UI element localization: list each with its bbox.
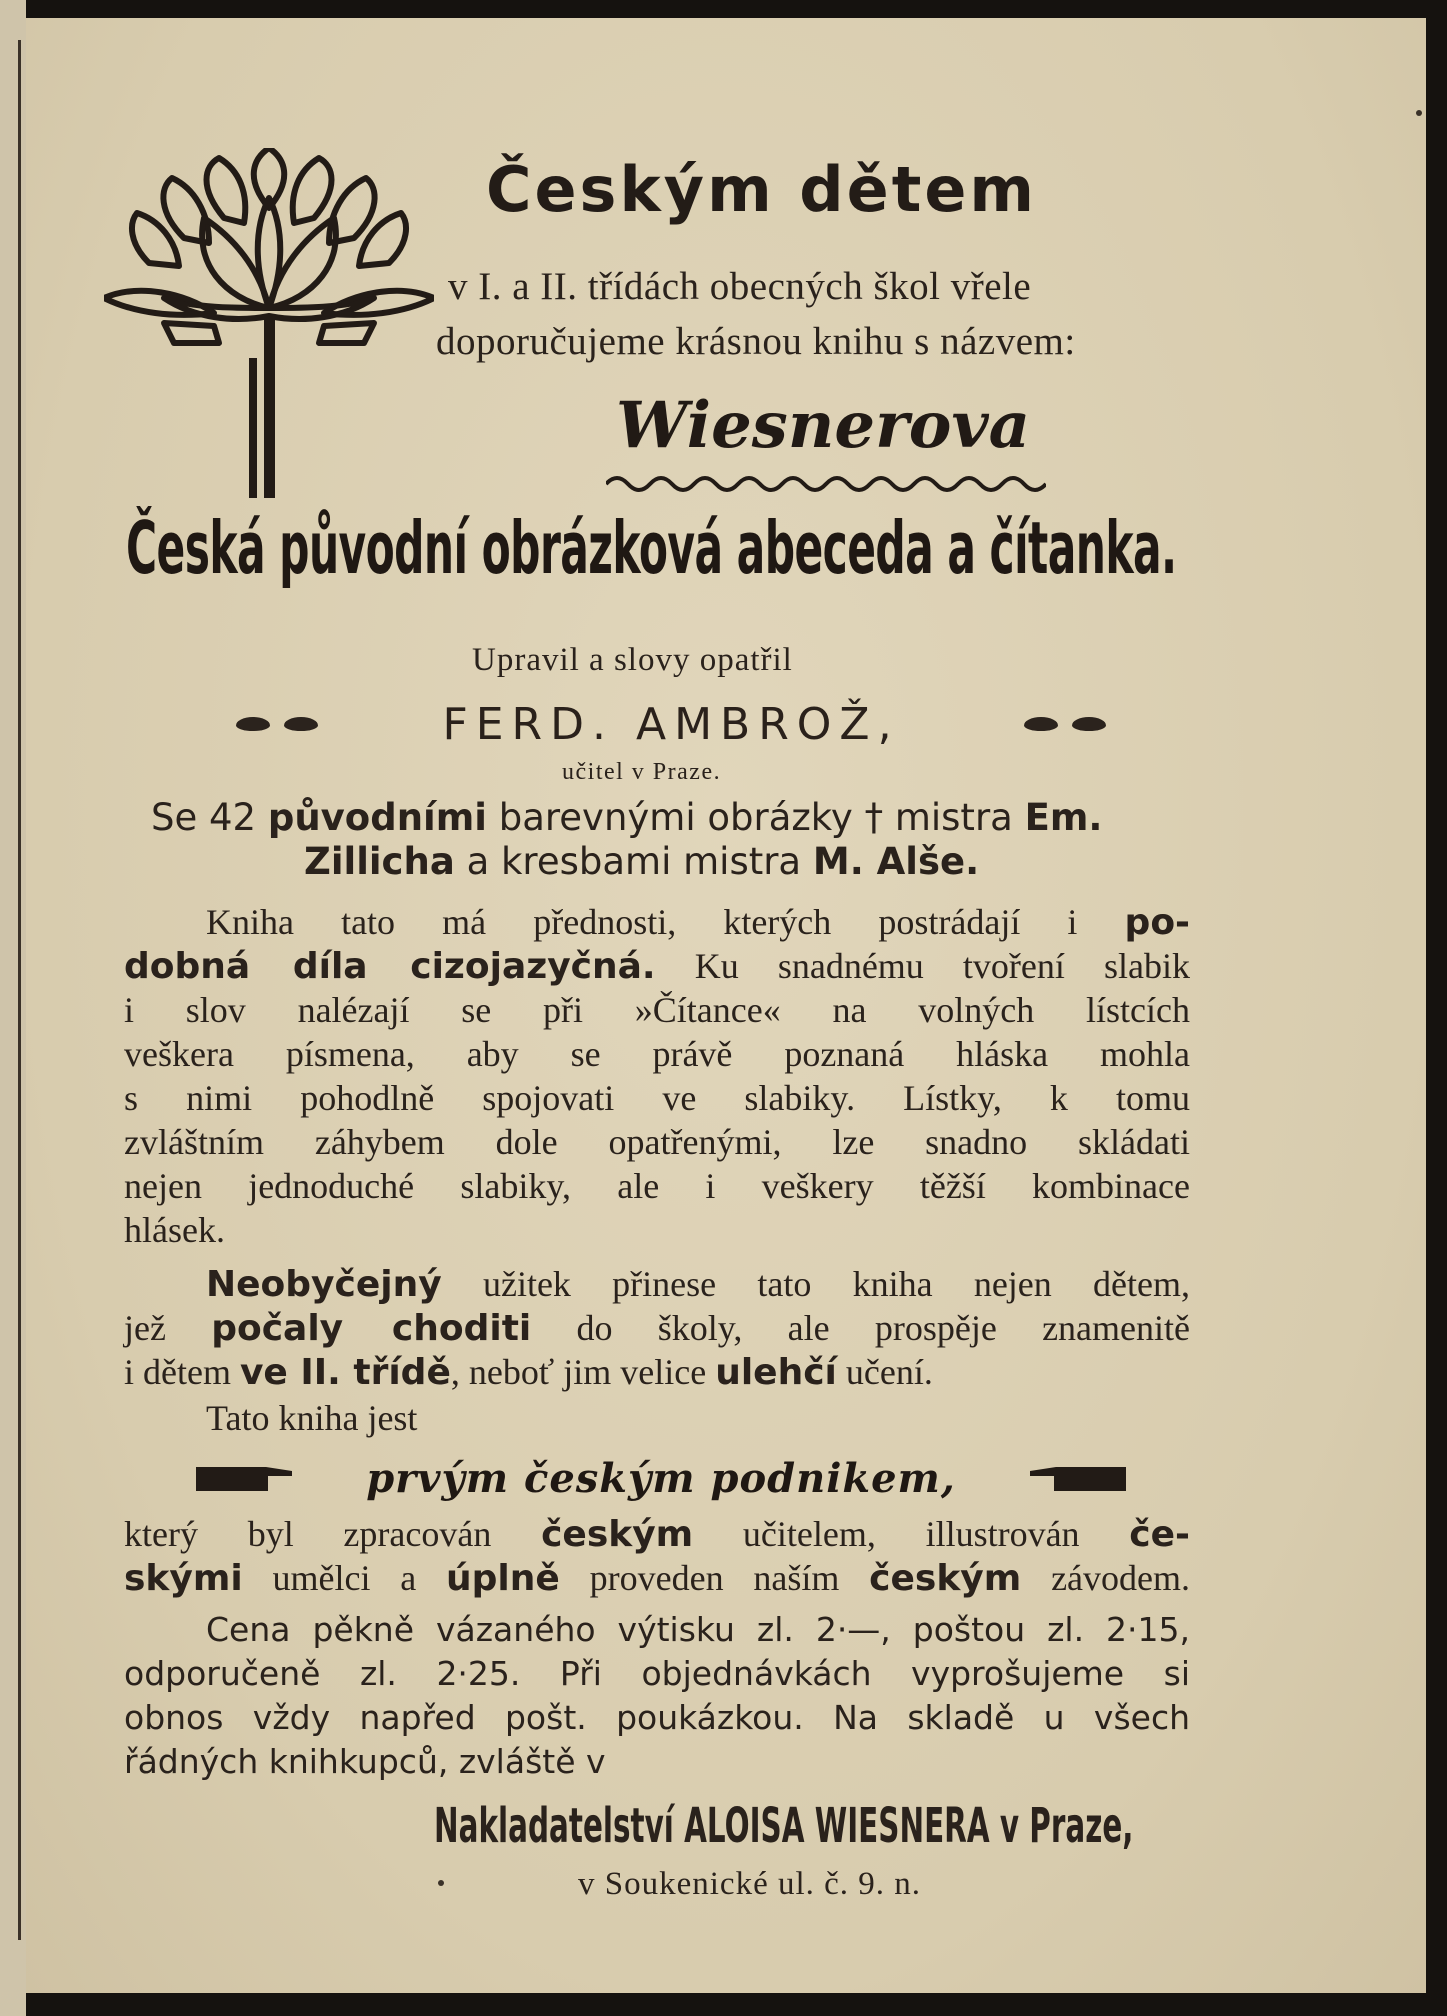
description-line [206,900,1190,945]
intro-line-2: doporučujeme krásnou knihu s názvem: [436,320,1076,363]
slogan-row [196,1450,1126,1506]
bold-run: skými [124,1558,243,1599]
bold-run: Zillicha [304,840,455,883]
text-run: umělci a [242,1558,447,1598]
bold-run: če- [1129,1514,1190,1555]
description-line: hlásek. [124,1210,225,1250]
wavy-underline [606,470,1046,494]
ornament-right-icon [1024,717,1106,731]
lotus-flower-icon [104,148,434,498]
bold-run: M. Alše. [812,840,980,883]
text-run: který byl zpracován [124,1514,542,1554]
spine-rule [18,40,21,1940]
pointing-hand-right-icon [196,1461,296,1495]
text-run: závodem. [1021,1558,1190,1598]
text-run: učení. [836,1352,933,1392]
intro-line-1: v I. a II. třídách obecných škol vřele [448,265,1032,308]
description-line: i slov nalézají se při »Čítance« na volných lístcích [124,990,1190,1030]
description-line [124,1512,1190,1557]
text-run: Ku snadnému tvoření slabik [655,946,1190,986]
bold-run: po- [1124,902,1190,943]
pricing-line: odporučeně zl. 2·25. Při objednávkách vyprošujeme si [124,1654,1190,1693]
publisher-address: v Soukenické ul. č. 9. n. [578,1866,922,1902]
illustrations-line-1 [151,796,1102,840]
description-line [124,1306,1190,1351]
text-run: barevnými obrázky † mistra [486,796,1025,839]
description-line: nejen jednoduché slabiky, ale i veškery těžší kombinace [124,1166,1190,1206]
speck [438,1880,444,1886]
bold-run: dobná díla cizojazyčná. [124,946,656,987]
bold-run: počaly choditi [211,1308,532,1349]
description-line: Tato kniha jest [206,1398,418,1438]
edited-by-line: Upravil a slovy opatřil [472,642,793,678]
description-line [124,1350,1134,1395]
description-line [124,1556,1190,1601]
pricing-line: obnos vždy napřed pošt. poukázkou. Na skladě u všech [124,1698,1190,1737]
text-run: jež [124,1308,212,1348]
author-location: učitel v Praze. [562,759,722,785]
brand-name: Wiesnerova [616,388,1031,463]
text-run: i dětem [124,1352,240,1392]
text-run: , neboť jim velice [450,1352,716,1392]
book-title [126,506,1177,590]
pricing-line: Cena pěkně vázaného výtisku zl. 2·—, poštou zl. 2·15, [206,1610,1190,1649]
bold-run: českým [869,1558,1022,1599]
bold-run: ulehčí [715,1352,837,1393]
bold-run: úplně [446,1558,560,1599]
text-run: Se 42 [151,796,268,839]
speck [1416,110,1422,116]
book-title-text: Česká původní obrázková abeceda a čítanka. [126,506,1177,590]
description-line: s nimi pohodlně spojovati ve slabiky. Lístky, k tomu [124,1078,1190,1118]
author-name: FERD. AMBROŽ, [442,698,900,750]
text-run: proveden naším [559,1558,870,1598]
pointing-hand-left-icon [1026,1461,1126,1495]
headline: Českým dětem [486,153,1038,226]
bold-run: Em. [1024,796,1103,839]
description-line [206,1262,1190,1307]
text-run: do školy, ale prospěje znamenitě [531,1308,1190,1348]
description-line [124,944,1190,989]
bold-run: ve II. třídě [239,1352,451,1393]
pricing-line: řádných knihkupců, zvláště v [124,1742,606,1781]
bold-run: Neobyčejný [206,1264,442,1305]
illustrations-line-2 [304,840,979,884]
description-line: veškera písmena, aby se právě poznaná hláska mohla [124,1034,1190,1074]
text-run: užitek přinese tato kniha nejen dětem, [441,1264,1190,1304]
author-row [236,694,1106,754]
bold-run: českým [541,1514,694,1555]
advertisement-page [26,18,1426,1993]
ornament-left-icon [236,717,318,731]
text-run: Kniha tato má přednosti, kterých postrádají i [206,902,1125,942]
text-run: a kresbami mistra [454,840,813,883]
text-run: učitelem, illustrován [693,1514,1130,1554]
description-line: zvláštním záhybem dole opatřenými, lze snadno skládati [124,1122,1190,1162]
book-spine [0,0,26,2016]
bold-run: původními [267,796,487,839]
slogan: prvým českým podnikem, [366,1454,956,1502]
publisher-name: Nakladatelství ALOISA WIESNERA v Praze, [434,1798,1134,1854]
